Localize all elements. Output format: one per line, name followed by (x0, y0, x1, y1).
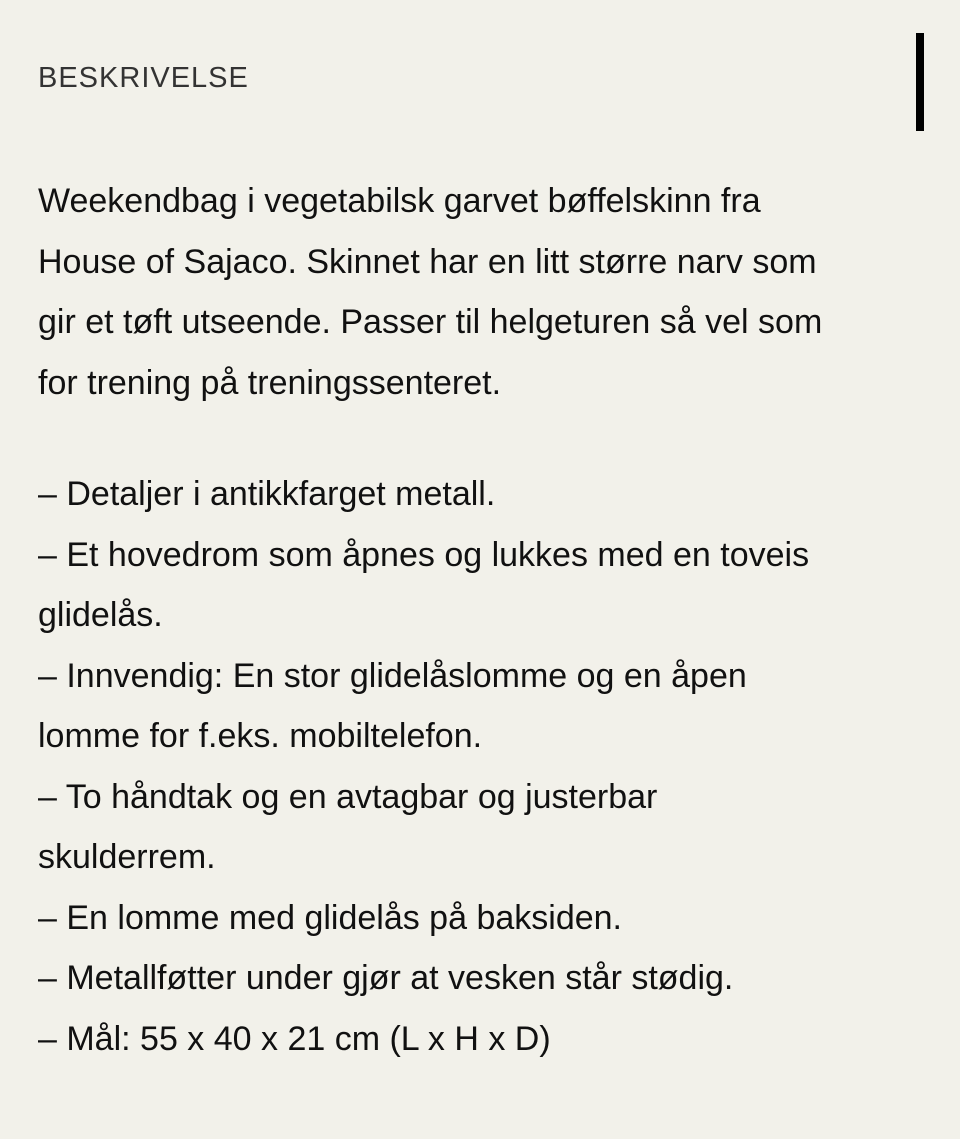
feature-line: – Detaljer i antikkfarget metall. (38, 475, 496, 513)
feature-line: – Metallføtter under gjør at vesken står stødig. (38, 959, 734, 997)
text-line: House of Sajaco. Skinnet har en litt større narv som (38, 242, 817, 281)
text-line: Weekendbag i vegetabilsk garvet bøffelskinn fra (38, 182, 761, 220)
feature-line: skulderrem. (38, 838, 216, 876)
feature-line: – En lomme med glidelås på baksiden. (38, 898, 622, 937)
text-line: gir et tøft utseende. Passer til helgeturen så vel som (38, 303, 823, 341)
feature-line: – Et hovedrom som åpnes og lukkes med en toveis (38, 535, 810, 574)
section-title: BESKRIVELSE (38, 62, 249, 94)
feature-line: glidelås. (38, 596, 163, 634)
intro-paragraph (38, 171, 938, 413)
scrollbar[interactable] (916, 33, 924, 131)
feature-list (38, 464, 938, 1069)
feature-line: – Mål: 55 x 40 x 21 cm (L x H x D) (38, 1019, 551, 1058)
text-line: for trening på treningssenteret. (38, 363, 502, 402)
product-description (38, 171, 938, 1069)
feature-line: – To håndtak og en avtagbar og justerbar (38, 777, 658, 816)
feature-line: lomme for f.eks. mobiltelefon. (38, 717, 483, 755)
feature-line: – Innvendig: En stor glidelåslomme og en åpen (38, 656, 747, 695)
